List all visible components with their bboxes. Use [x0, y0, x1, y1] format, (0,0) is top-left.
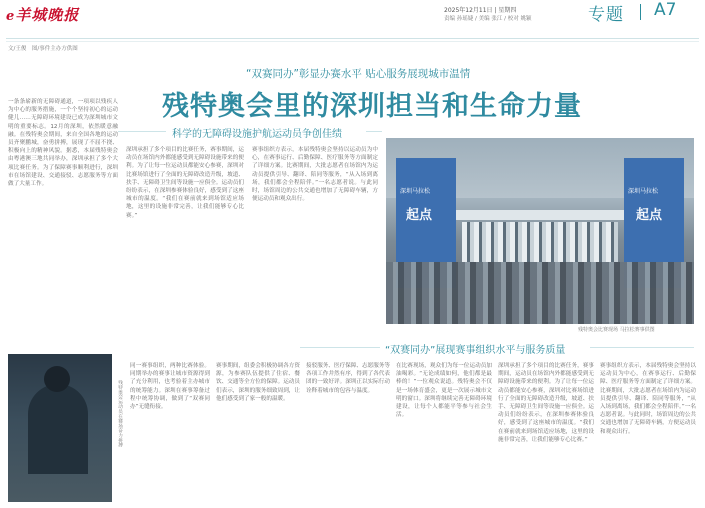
photo-banner-right: 深圳马拉松: [628, 188, 659, 195]
column-8-text: 深圳承担了多个项目的比赛任务，赛事期间，运动员在场馆内外都能感受到无障碍设施带来的便利。为了让每一位运动员都能安心参赛，深圳对比赛场馆进行了全面的无障碍改造升级，坡道、扶手、无障碍卫生间等设施一应俱全。运动员们纷纷表示，在深圳参赛体验良好，感受到了这座城市的温度。“我们在赛前就来到场馆适应场地，这里的设施非常完善，让我们能够专心比赛。”: [498, 363, 594, 443]
editors-line: 责编 孙瑶婕 / 美编 张江 / 校对 姚颖: [444, 16, 532, 22]
photo-start-left: 起点: [406, 208, 433, 223]
subhead2-rule-left: [300, 347, 380, 348]
column-1-text: 一条条崭新的无障碍通道，一项项以残疾人为中心的服务措施，一个个坚持初心的运动健儿……无障碍环境建设已成为深圳城市文明的重要标志。12月的深圳，依然暖意融融。在残特奥会期间，来自全国各地的运动员齐聚鹏城，奋勇拼搏，展现了不屈不挠、积极向上的精神风貌。据悉，本届残特奥会由粤港澳三地共同举办，深圳承担了多个大项比赛任务。为了保障赛事顺利进行，深圳市在场馆建设、交通接驳、志愿服务等方面做了大量工作。: [8, 99, 118, 188]
photo-start-right: 起点: [636, 208, 663, 223]
column-5-text: 赛事期间，组委会积极协调各方资源，为参赛队伍提供了住宿、餐饮、交通等全方位的保障。运动员们表示，深圳的服务细致周到，让他们感受到了家一般的温暖。: [216, 363, 300, 402]
dateline: 2025年12月11日 | 星期四: [444, 7, 517, 14]
article-column-2: [126, 146, 244, 354]
photo-banner-left: 深圳马拉松: [400, 188, 431, 195]
column-3-text: 赛事组织方表示，本届残特奥会坚持以运动员为中心，在赛事运行、后勤保障、医疗服务等方面制定了详细方案。比赛期间，大批志愿者在场馆内为运动员提供引导、翻译、陪同等服务，“从入场到离场，我们都会全程陪伴。”一名志愿者说。与此同时，场馆周边的公共交通也增加了无障碍车辆，方便运动员和观众出行。: [252, 147, 378, 203]
subhead1-rule-left: [118, 131, 166, 132]
column-6-text: 接驳服务、医疗保障、志愿服务等各项工作井然有序，得到了各代表团的一致好评。深圳正以实际行动诠释着城市的包容与温度。: [306, 363, 390, 394]
subhead2-rule-right: [590, 347, 694, 348]
subhead1-rule-right: [366, 131, 382, 132]
column-7-text: 在比赛现场，观众们为每一位运动员加油喝彩。“无论成绩如何，他们都是最棒的！”一位观众说道。残特奥会不仅是一场体育盛会，更是一次展示城市文明的窗口。深圳将继续完善无障碍环境建设，让每个人都能平等参与社会生活。: [396, 363, 492, 419]
subhead-2: “双赛同办”展现赛事组织水平与服务质量: [385, 345, 566, 356]
logo-mark: e: [6, 9, 16, 24]
main-photo: [386, 138, 694, 324]
byline: 文/王俊 图/事件主办方供图: [8, 46, 78, 52]
photo-athlete-head: [44, 366, 70, 392]
header-rule: [6, 38, 699, 39]
photo-foreground-crowd: [386, 262, 694, 324]
article-column-8: [498, 362, 594, 502]
article-column-7: [396, 362, 492, 502]
section-label: 专题: [588, 5, 624, 25]
subhead-1: 科学的无障碍设施护航运动员争创佳绩: [172, 129, 342, 140]
photo-runners: [462, 222, 618, 262]
side-photo: [8, 354, 112, 502]
headline-kicker: “双赛同办”彰显办赛水平 贴心服务展现城市温情: [246, 68, 471, 80]
logo-text: 羊城晚报: [15, 6, 80, 24]
page-number: A7: [654, 0, 677, 20]
photo-athlete: [28, 384, 88, 474]
article-column-5: [216, 362, 300, 502]
main-photo-caption: 残特奥会比赛现场 马拉松赛事供图: [578, 327, 655, 333]
section-divider: [640, 4, 641, 20]
article-column-3: [252, 146, 378, 354]
headline-title: 残特奥会里的深圳担当和生命力量: [162, 91, 582, 122]
column-9-text: 赛事组织方表示，本届残特奥会坚持以运动员为中心，在赛事运行、后勤保障、医疗服务等方面制定了详细方案。比赛期间，大批志愿者在场馆内为运动员提供引导、翻译、陪同等服务，“从入场到离场，我们都会全程陪伴。”一名志愿者说。与此同时，场馆周边的公共交通也增加了无障碍车辆，方便运动员和观众出行。: [600, 363, 696, 435]
article-column-4: [130, 362, 210, 502]
side-photo-caption: 残特奥会运动员在赛场奋力拼搏: [117, 380, 122, 448]
article-column-1: [8, 98, 118, 348]
article-column-9: [600, 362, 696, 502]
header-rule-secondary: [6, 41, 699, 42]
column-4-text: 同一赛事组织，两种比赛体验。同期举办的赛事让城市资源得到了充分利用，也考验着主办城市的统筹能力。深圳在赛事筹备过程中统筹协调，做到了“双赛同办”无缝衔接。: [130, 363, 210, 411]
article-column-6: [306, 362, 390, 502]
photo-crowd-line: [456, 210, 624, 220]
column-2-text: 深圳承担了多个项目的比赛任务，赛事期间，运动员在场馆内外都能感受到无障碍设施带来的便利。为了让每一位运动员都能安心参赛，深圳对比赛场馆进行了全面的无障碍改造升级，坡道、扶手、无障碍卫生间等设施一应俱全。运动员们纷纷表示，在深圳参赛体验良好，感受到了这座城市的温度。“我们在赛前就来到场馆适应场地，这里的设施非常完善，让我们能够专心比赛。”: [126, 147, 244, 219]
newspaper-logo: [6, 4, 79, 25]
